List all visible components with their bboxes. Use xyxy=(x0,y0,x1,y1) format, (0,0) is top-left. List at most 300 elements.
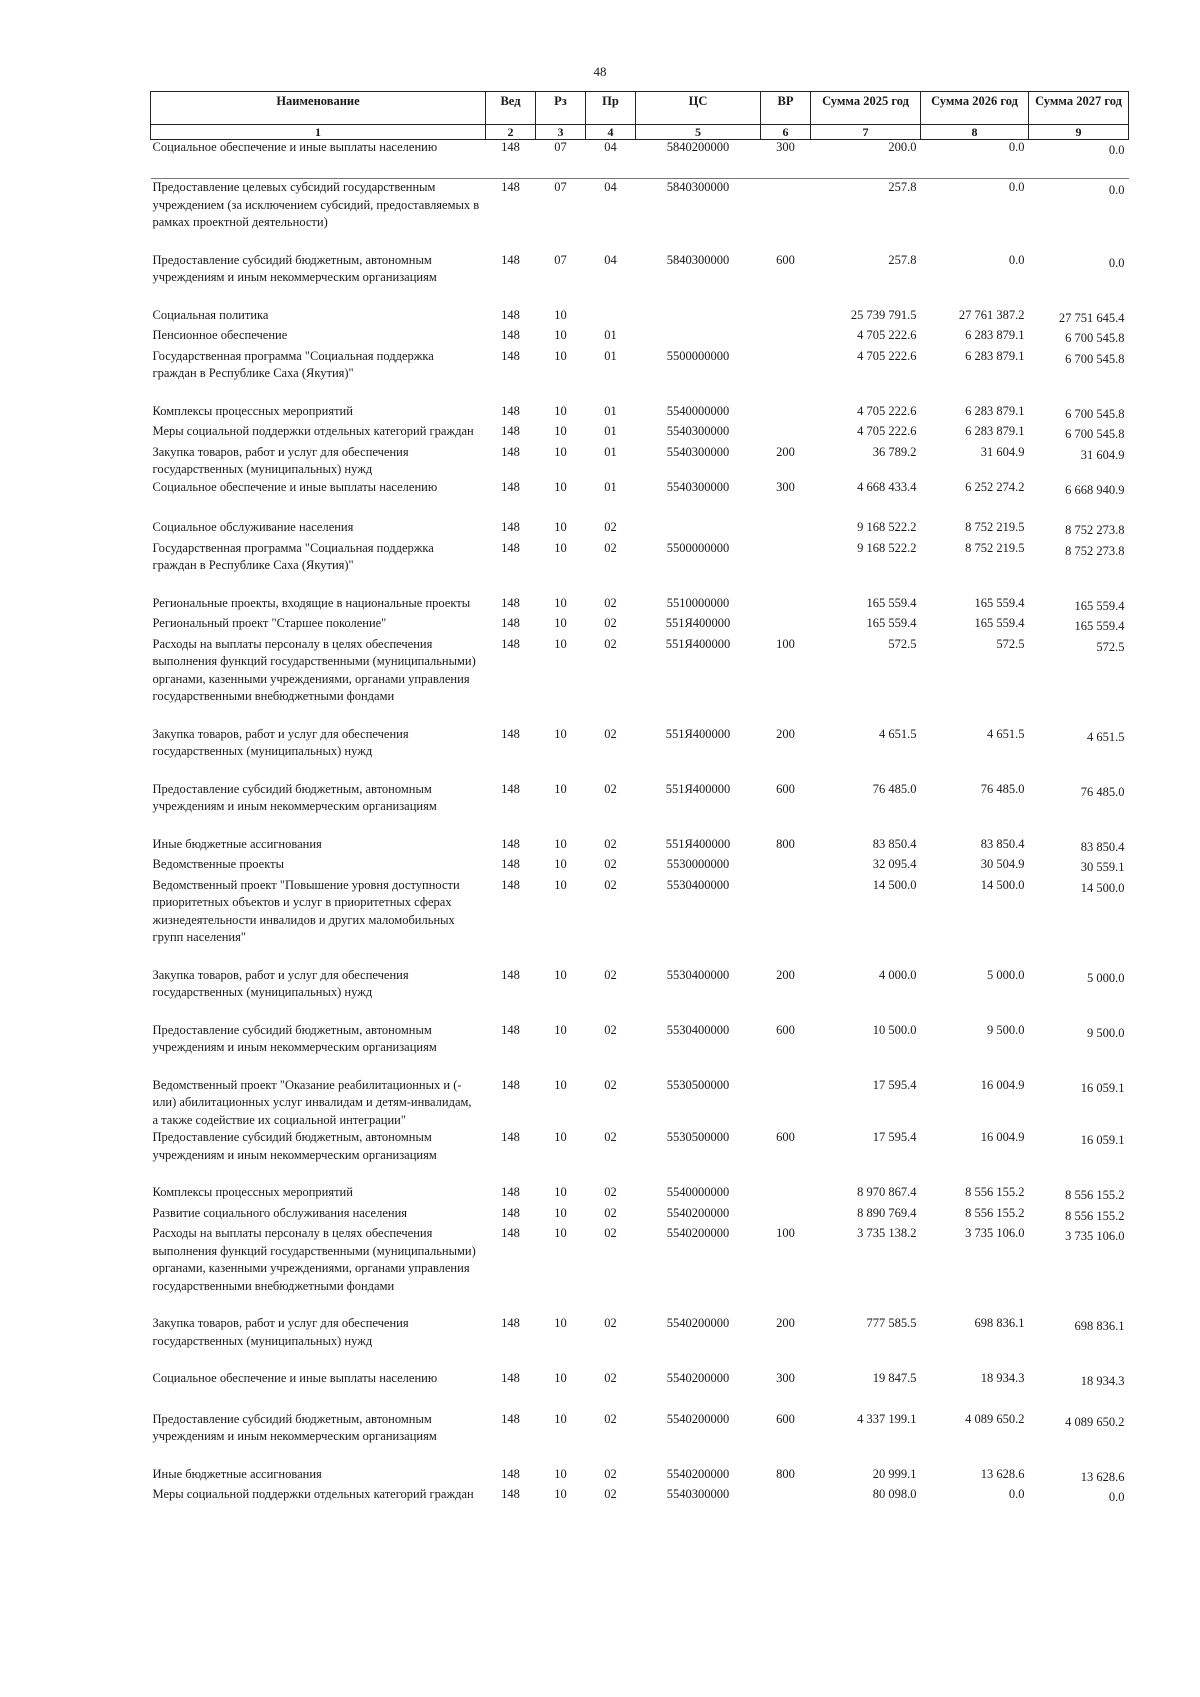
row-cs: 5540300000 xyxy=(666,479,730,494)
row-vr: 300 xyxy=(761,140,811,179)
row-sum-2025: 17 595.4 xyxy=(872,1130,917,1144)
row-pr: 02 xyxy=(604,1466,617,1481)
row-sum-2027: 6 700 545.8 xyxy=(1065,427,1125,441)
header-ved: Вед xyxy=(486,92,536,125)
row-pr: 04 xyxy=(604,180,617,194)
table-header xyxy=(151,92,1129,140)
table-row xyxy=(151,540,1129,595)
row-rz: 10 xyxy=(554,1226,567,1240)
column-number: 1 xyxy=(151,125,486,140)
row-name: Государственная программа "Социальная поддержка граждан в Республике Саха (Якутия)" xyxy=(152,348,434,380)
row-sum-2026: 0.0 xyxy=(1008,1487,1025,1501)
row-name: Социальное обеспечение и иные выплаты населению xyxy=(152,1371,438,1385)
row-name: Меры социальной поддержки отдельных категорий граждан xyxy=(152,424,474,438)
row-ved: 148 xyxy=(501,403,520,418)
row-ved: 148 xyxy=(501,424,520,438)
row-sum-2025: 257.8 xyxy=(888,180,917,194)
table-row xyxy=(151,615,1129,636)
row-name: Закупка товаров, работ и услуг для обеспечения государственных (муниципальных) нужд xyxy=(152,726,409,758)
row-sum-2026: 165 559.4 xyxy=(974,616,1025,630)
row-name: Государственная программа "Социальная поддержка граждан в Республике Саха (Якутия)" xyxy=(152,540,434,572)
row-sum-2026: 14 500.0 xyxy=(980,877,1025,892)
header-sum-2027: Сумма 2027 год xyxy=(1029,92,1129,125)
row-cs: 5540200000 xyxy=(666,1205,730,1220)
header-sum-2026: Сумма 2026 год xyxy=(921,92,1029,125)
row-sum-2026: 0.0 xyxy=(921,140,1029,179)
row-pr: 02 xyxy=(604,1077,617,1092)
row-sum-2026: 5 000.0 xyxy=(987,967,1025,982)
row-sum-2027: 4 651.5 xyxy=(1087,729,1125,744)
row-pr: 02 xyxy=(604,781,617,796)
row-ved: 148 xyxy=(501,252,520,267)
row-sum-2025: 4 337 199.1 xyxy=(857,1411,917,1426)
row-cs xyxy=(636,307,761,328)
row-name: Социальное обеспечение и иные выплаты населению xyxy=(152,479,438,494)
row-cs: 5540300000 xyxy=(666,1487,730,1501)
row-sum-2027: 16 059.1 xyxy=(1080,1133,1125,1147)
row-sum-2027: 6 700 545.8 xyxy=(1065,406,1125,421)
row-cs: 5530400000 xyxy=(666,967,730,982)
row-cs: 551Я400000 xyxy=(665,616,731,630)
row-name: Региональные проекты, входящие в национальные проекты xyxy=(152,595,471,610)
row-vr xyxy=(761,348,811,403)
row-ved: 148 xyxy=(501,1077,520,1092)
row-name: Развитие социального обслуживания населения xyxy=(152,1205,408,1220)
table-row xyxy=(151,636,1129,726)
row-pr: 02 xyxy=(604,636,617,651)
row-sum-2026: 13 628.6 xyxy=(980,1466,1025,1481)
row-sum-2025: 36 789.2 xyxy=(872,444,917,459)
row-pr: 02 xyxy=(604,1487,617,1501)
row-sum-2026: 4 651.5 xyxy=(987,726,1025,741)
row-name: Социальное обеспечение и иные выплаты населению xyxy=(151,140,486,179)
row-sum-2027: 6 668 940.9 xyxy=(1065,482,1125,497)
row-sum-2027: 9 500.0 xyxy=(1087,1025,1125,1040)
row-sum-2025: 32 095.4 xyxy=(872,857,917,871)
table-row xyxy=(151,1184,1129,1205)
row-name: Предоставление субсидий бюджетным, автономным учреждениям и иным некоммерческим организациям xyxy=(152,1411,437,1443)
row-name: Закупка товаров, работ и услуг для обеспечения государственных (муниципальных) нужд xyxy=(152,967,409,999)
row-cs: 5500000000 xyxy=(666,540,730,555)
row-sum-2025: 4 705 222.6 xyxy=(857,348,917,363)
row-ved: 148 xyxy=(501,348,520,363)
row-sum-2025: 14 500.0 xyxy=(872,877,917,892)
row-cs: 5540200000 xyxy=(666,1411,730,1426)
row-sum-2026: 8 556 155.2 xyxy=(965,1205,1025,1220)
row-vr: 200 xyxy=(776,1316,795,1330)
row-cs: 5840300000 xyxy=(666,252,730,267)
row-vr: 200 xyxy=(776,444,795,459)
row-ved: 148 xyxy=(501,636,520,651)
row-name: Закупка товаров, работ и услуг для обеспечения государственных (муниципальных) нужд xyxy=(152,444,409,476)
row-vr: 100 xyxy=(776,1226,795,1240)
row-rz: 10 xyxy=(554,857,567,871)
table-row xyxy=(151,967,1129,1022)
row-rz: 10 xyxy=(554,403,567,418)
row-rz: 10 xyxy=(554,726,567,741)
row-pr: 02 xyxy=(604,726,617,741)
row-sum-2027: 698 836.1 xyxy=(1074,1319,1125,1333)
table-row xyxy=(151,444,1129,479)
column-number: 3 xyxy=(536,125,586,140)
row-ved: 148 xyxy=(501,1185,520,1199)
row-pr: 01 xyxy=(604,403,617,418)
row-vr: 800 xyxy=(776,836,795,851)
row-rz: 10 xyxy=(554,1466,567,1481)
row-sum-2025: 80 098.0 xyxy=(872,1487,917,1501)
row-vr: 200 xyxy=(776,967,795,982)
row-sum-2026: 9 500.0 xyxy=(987,1022,1025,1037)
row-sum-2026: 18 934.3 xyxy=(980,1371,1025,1385)
row-ved: 148 xyxy=(501,1226,520,1240)
row-pr: 01 xyxy=(604,348,617,363)
row-sum-2026: 6 283 879.1 xyxy=(965,328,1025,342)
row-rz: 10 xyxy=(554,836,567,851)
row-pr: 02 xyxy=(604,1205,617,1220)
row-name: Комплексы процессных мероприятий xyxy=(152,403,353,418)
row-cs: 5540000000 xyxy=(666,403,730,418)
row-sum-2026: 165 559.4 xyxy=(974,595,1025,610)
header-pr: Пр xyxy=(586,92,636,125)
table-row xyxy=(151,348,1129,403)
row-pr: 01 xyxy=(604,479,617,494)
row-sum-2025: 25 739 791.5 xyxy=(850,307,917,322)
row-vr xyxy=(761,1077,811,1130)
row-cs: 5540300000 xyxy=(666,424,730,438)
row-pr xyxy=(586,307,636,328)
row-name: Меры социальной поддержки отдельных категорий граждан xyxy=(152,1487,474,1501)
row-vr xyxy=(761,1486,811,1507)
table-row xyxy=(151,327,1129,348)
row-pr: 02 xyxy=(604,595,617,610)
budget-table xyxy=(150,91,1129,1507)
row-ved: 148 xyxy=(501,726,520,741)
row-rz: 10 xyxy=(554,479,567,494)
row-name: Расходы на выплаты персоналу в целях обеспечения выполнения функций государственными (муниципальными) органами, казенными учреждениями, органами управления государственными внебюджетными фондами xyxy=(152,636,476,703)
row-vr: 600 xyxy=(776,1130,795,1144)
row-ved: 148 xyxy=(501,857,520,871)
row-rz: 10 xyxy=(554,348,567,363)
row-rz: 07 xyxy=(554,252,567,267)
row-vr xyxy=(761,856,811,877)
row-sum-2026: 0.0 xyxy=(1008,180,1025,194)
table-row xyxy=(151,519,1129,540)
row-rz: 10 xyxy=(554,1316,567,1330)
row-sum-2027: 14 500.0 xyxy=(1080,880,1125,895)
row-ved: 148 xyxy=(501,1130,520,1144)
row-sum-2025: 200.0 xyxy=(811,140,921,179)
table-row xyxy=(151,479,1129,520)
row-sum-2025: 83 850.4 xyxy=(872,836,917,851)
row-name: Предоставление субсидий бюджетным, автономным учреждениям и иным некоммерческим организациям xyxy=(152,252,437,284)
row-sum-2027: 8 556 155.2 xyxy=(1065,1188,1125,1202)
row-cs: 5540000000 xyxy=(666,1185,730,1199)
row-vr xyxy=(761,307,811,328)
row-ved: 148 xyxy=(486,140,536,179)
row-ved: 148 xyxy=(501,1466,520,1481)
row-cs: 5530500000 xyxy=(666,1130,730,1144)
row-rz: 10 xyxy=(554,1022,567,1037)
row-sum-2025: 257.8 xyxy=(888,252,917,267)
row-ved: 148 xyxy=(501,479,520,494)
row-sum-2025: 4 705 222.6 xyxy=(857,424,917,438)
row-sum-2027: 0.0 xyxy=(1108,1490,1125,1504)
row-pr: 02 xyxy=(604,836,617,851)
table-row xyxy=(151,856,1129,877)
table-row xyxy=(151,252,1129,307)
row-ved: 148 xyxy=(501,444,520,459)
row-sum-2025: 19 847.5 xyxy=(872,1371,917,1385)
row-sum-2025: 4 000.0 xyxy=(879,967,917,982)
row-sum-2027: 4 089 650.2 xyxy=(1065,1414,1125,1429)
header-rz: Рз xyxy=(536,92,586,125)
row-ved: 148 xyxy=(501,877,520,892)
row-rz: 10 xyxy=(554,444,567,459)
row-sum-2025: 9 168 522.2 xyxy=(857,540,917,555)
row-sum-2025: 4 651.5 xyxy=(879,726,917,741)
row-ved: 148 xyxy=(501,1316,520,1330)
row-sum-2026: 572.5 xyxy=(996,636,1025,651)
row-ved: 148 xyxy=(501,1022,520,1037)
table-row xyxy=(151,595,1129,616)
row-ved: 148 xyxy=(501,781,520,796)
row-rz: 10 xyxy=(554,877,567,892)
row-cs: 5840300000 xyxy=(666,180,730,194)
row-rz: 10 xyxy=(554,1205,567,1220)
row-sum-2026: 6 283 879.1 xyxy=(965,424,1025,438)
table-row xyxy=(151,1486,1129,1507)
row-pr: 04 xyxy=(604,252,617,267)
row-cs: 5510000000 xyxy=(666,595,730,610)
column-number: 7 xyxy=(811,125,921,140)
row-sum-2027: 5 000.0 xyxy=(1087,970,1125,985)
row-pr: 02 xyxy=(604,857,617,871)
row-vr xyxy=(761,179,811,252)
row-name: Пенсионное обеспечение xyxy=(152,328,288,342)
row-ved: 148 xyxy=(501,595,520,610)
row-vr xyxy=(761,1205,811,1226)
row-pr: 02 xyxy=(604,1130,617,1144)
row-vr xyxy=(761,423,811,444)
row-rz: 07 xyxy=(554,180,567,194)
row-pr: 02 xyxy=(604,1226,617,1240)
row-name: Иные бюджетные ассигнования xyxy=(152,836,322,851)
row-vr: 600 xyxy=(776,781,795,796)
table-row xyxy=(151,877,1129,967)
row-sum-2027: 165 559.4 xyxy=(1074,619,1125,633)
row-cs: 5530500000 xyxy=(666,1077,730,1092)
row-sum-2027: 8 556 155.2 xyxy=(1065,1208,1125,1223)
row-name: Ведомственный проект "Оказание реабилитационных и (-или) абилитационных услуг инвалидам и детям-инвалидам, а также содействие их социальной интеграции" xyxy=(152,1077,472,1127)
row-sum-2026: 30 504.9 xyxy=(980,857,1025,871)
row-name: Ведомственный проект "Повышение уровня доступности приоритетных объектов и услуг в приоритетных сферах жизнедеятельности инвалидов и других маломобильных групп населения" xyxy=(152,877,460,944)
row-vr: 800 xyxy=(776,1466,795,1481)
row-sum-2025: 572.5 xyxy=(888,636,917,651)
row-rz: 07 xyxy=(536,140,586,179)
row-cs: 5500000000 xyxy=(666,348,730,363)
row-cs: 551Я400000 xyxy=(665,836,731,851)
row-sum-2025: 4 668 433.4 xyxy=(857,479,917,494)
row-sum-2025: 165 559.4 xyxy=(866,616,917,630)
row-name: Иные бюджетные ассигнования xyxy=(152,1466,322,1481)
row-pr: 02 xyxy=(604,967,617,982)
row-ved: 148 xyxy=(501,616,520,630)
row-sum-2025: 10 500.0 xyxy=(872,1022,917,1037)
row-vr xyxy=(761,877,811,967)
table-row xyxy=(151,1466,1129,1487)
column-number: 8 xyxy=(921,125,1029,140)
row-ved: 148 xyxy=(501,1205,520,1220)
row-rz: 10 xyxy=(554,781,567,796)
row-sum-2027: 18 934.3 xyxy=(1080,1374,1125,1388)
row-pr: 04 xyxy=(586,140,636,179)
row-sum-2027: 76 485.0 xyxy=(1080,784,1125,799)
row-pr: 02 xyxy=(604,1411,617,1426)
row-cs: 5540200000 xyxy=(666,1226,730,1240)
row-name: Ведомственные проекты xyxy=(152,857,285,871)
row-sum-2025: 17 595.4 xyxy=(872,1077,917,1092)
row-name: Расходы на выплаты персоналу в целях обеспечения выполнения функций государственными (муниципальными) органами, казенными учреждениями, органами управления государственными внебюджетными фондами xyxy=(152,1226,476,1293)
row-cs: 551Я400000 xyxy=(665,781,731,796)
table-row xyxy=(151,836,1129,857)
row-name: Социальная политика xyxy=(152,307,269,322)
header-cs: ЦС xyxy=(636,92,761,125)
row-sum-2026: 8 556 155.2 xyxy=(965,1185,1025,1199)
row-sum-2026: 6 252 274.2 xyxy=(965,479,1025,494)
row-sum-2027: 6 700 545.8 xyxy=(1065,331,1125,345)
table-row xyxy=(151,423,1129,444)
row-pr: 01 xyxy=(604,444,617,459)
table-row xyxy=(151,1077,1129,1130)
row-sum-2027: 0.0 xyxy=(1108,255,1125,270)
row-sum-2025: 165 559.4 xyxy=(866,595,917,610)
row-vr: 600 xyxy=(776,252,795,267)
row-sum-2026: 83 850.4 xyxy=(980,836,1025,851)
row-sum-2026: 0.0 xyxy=(1008,252,1025,267)
row-cs: 5540200000 xyxy=(666,1316,730,1330)
row-cs: 5540200000 xyxy=(666,1371,730,1385)
row-pr: 02 xyxy=(604,1316,617,1330)
row-sum-2027: 572.5 xyxy=(1096,639,1125,654)
row-ved: 148 xyxy=(501,180,520,194)
row-rz: 10 xyxy=(554,1077,567,1092)
row-sum-2026: 698 836.1 xyxy=(974,1316,1025,1330)
row-sum-2025: 8 890 769.4 xyxy=(857,1205,917,1220)
column-number: 2 xyxy=(486,125,536,140)
row-sum-2026: 4 089 650.2 xyxy=(965,1411,1025,1426)
row-vr: 600 xyxy=(776,1411,795,1426)
table-row xyxy=(151,307,1129,328)
row-name: Комплексы процессных мероприятий xyxy=(152,1185,353,1199)
row-sum-2026: 16 004.9 xyxy=(980,1130,1025,1144)
row-pr: 02 xyxy=(604,1022,617,1037)
table-row xyxy=(151,781,1129,836)
row-name: Предоставление целевых субсидий государственным учреждением (за исключением субсидий, предоставляемых в рамках проектной деятельности) xyxy=(152,180,480,229)
table-row xyxy=(151,1411,1129,1466)
row-sum-2027: 8 752 273.8 xyxy=(1065,543,1125,558)
row-sum-2025: 8 970 867.4 xyxy=(857,1185,917,1199)
row-sum-2027: 6 700 545.8 xyxy=(1065,351,1125,366)
row-vr xyxy=(761,595,811,616)
table-body xyxy=(151,140,1129,1507)
row-sum-2025: 4 705 222.6 xyxy=(857,328,917,342)
row-vr xyxy=(761,540,811,595)
row-ved: 148 xyxy=(501,967,520,982)
table-row xyxy=(151,1205,1129,1226)
row-ved: 148 xyxy=(501,307,520,322)
row-rz: 10 xyxy=(554,967,567,982)
row-sum-2026: 6 283 879.1 xyxy=(965,348,1025,363)
row-sum-2027: 8 752 273.8 xyxy=(1065,523,1125,537)
row-name: Предоставление субсидий бюджетным, автономным учреждениям и иным некоммерческим организациям xyxy=(152,781,437,813)
row-pr: 01 xyxy=(604,424,617,438)
row-name: Предоставление субсидий бюджетным, автономным учреждениям и иным некоммерческим организациям xyxy=(152,1022,437,1054)
row-sum-2027: 83 850.4 xyxy=(1080,839,1125,854)
table-row xyxy=(151,1315,1129,1370)
row-cs: 551Я400000 xyxy=(665,726,731,741)
row-name: Закупка товаров, работ и услуг для обеспечения государственных (муниципальных) нужд xyxy=(152,1316,409,1348)
row-name: Региональный проект "Старшее поколение" xyxy=(152,616,387,630)
column-number: 5 xyxy=(636,125,761,140)
row-cs xyxy=(636,327,761,348)
row-sum-2027: 165 559.4 xyxy=(1074,598,1125,613)
row-cs: 5530400000 xyxy=(666,1022,730,1037)
row-ved: 148 xyxy=(501,1411,520,1426)
row-sum-2026: 16 004.9 xyxy=(980,1077,1025,1092)
row-rz: 10 xyxy=(554,424,567,438)
row-pr: 02 xyxy=(604,540,617,555)
row-sum-2026: 76 485.0 xyxy=(980,781,1025,796)
row-pr: 02 xyxy=(604,1185,617,1199)
row-rz: 10 xyxy=(554,540,567,555)
row-sum-2027: 0.0 xyxy=(1029,140,1129,179)
row-rz: 10 xyxy=(554,307,567,322)
row-sum-2027: 0.0 xyxy=(1108,183,1125,197)
row-sum-2025: 777 585.5 xyxy=(866,1316,917,1330)
row-vr xyxy=(761,327,811,348)
row-vr: 100 xyxy=(776,636,795,651)
row-sum-2025: 3 735 138.2 xyxy=(857,1226,917,1240)
header-vr: ВР xyxy=(761,92,811,125)
row-sum-2027: 27 751 645.4 xyxy=(1058,310,1125,325)
row-pr: 02 xyxy=(604,877,617,892)
row-sum-2027: 30 559.1 xyxy=(1080,860,1125,874)
row-sum-2026: 3 735 106.0 xyxy=(965,1226,1025,1240)
row-ved: 148 xyxy=(501,540,520,555)
row-rz: 10 xyxy=(554,1130,567,1144)
row-rz: 10 xyxy=(554,595,567,610)
page-number: 48 xyxy=(593,64,607,79)
row-rz: 10 xyxy=(554,1411,567,1426)
row-vr: 200 xyxy=(776,726,795,741)
row-rz: 10 xyxy=(554,328,567,342)
table-row xyxy=(151,1129,1129,1184)
row-sum-2026: 6 283 879.1 xyxy=(965,403,1025,418)
row-pr: 01 xyxy=(604,328,617,342)
row-ved: 148 xyxy=(501,1487,520,1501)
table-row xyxy=(151,1370,1129,1411)
row-sum-2026: 8 752 219.5 xyxy=(965,520,1025,534)
row-vr xyxy=(761,615,811,636)
column-number: 9 xyxy=(1029,125,1129,140)
row-rz: 10 xyxy=(554,636,567,651)
row-vr xyxy=(761,519,811,540)
column-number: 6 xyxy=(761,125,811,140)
row-sum-2027: 31 604.9 xyxy=(1080,447,1125,462)
row-pr: 02 xyxy=(604,616,617,630)
row-vr: 600 xyxy=(776,1022,795,1037)
row-cs: 5540300000 xyxy=(666,444,730,459)
